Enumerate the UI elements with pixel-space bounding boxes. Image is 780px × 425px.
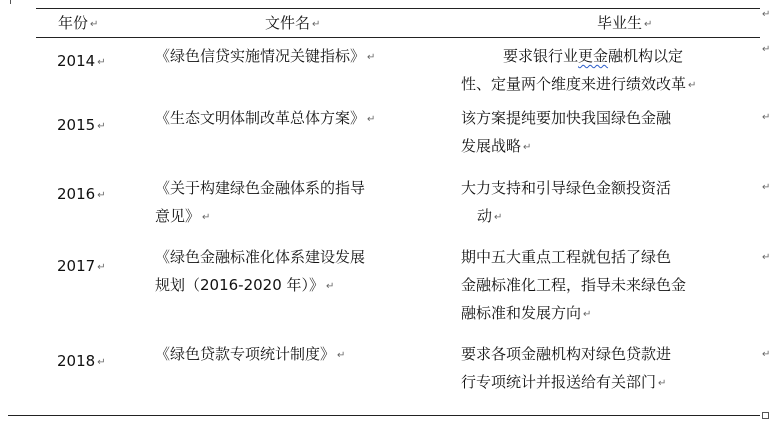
row-end-mark: ↵ <box>762 44 771 55</box>
row-end-mark: ↵ <box>762 349 771 360</box>
table-row-description: 期中五大重点工程就包括了绿色 金融标准化工程，指导未来绿色金 融标准和发展方向 ↵ <box>461 248 687 322</box>
table-header-rule <box>36 37 760 38</box>
spellcheck-underline: 更金 <box>578 47 609 65</box>
table-row-file: 《绿色金融标准化体系建设发展 规划（2016-2020 年）》 ↵ <box>155 248 366 294</box>
desc-line: 要求银行业更金融机构以定 <box>503 47 684 65</box>
table-row-description: 该方案提纯要加快我国绿色金融 发展战略 ↵ <box>461 109 672 155</box>
row-end-mark: ↵ <box>762 252 771 263</box>
header-file: 文件名 ↵ <box>265 14 321 32</box>
table-row-year: 2014 ↵ <box>57 52 106 70</box>
table-bottom-rule <box>8 415 760 416</box>
table-row-year: 2018 ↵ <box>57 352 106 370</box>
paragraph-mark: ↵ <box>90 19 99 30</box>
header-year: 年份 ↵ <box>58 14 99 32</box>
desc-line: 性、定量两个维度来进行绩效改革 <box>461 75 687 93</box>
table-row-year: 2015 ↵ <box>57 116 106 134</box>
row-end-mark: ↵ <box>762 9 771 20</box>
table-row-year: 2017 ↵ <box>57 257 106 275</box>
table-row-description: 大力支持和引导绿色金额投资活 动 ↵ <box>461 179 672 225</box>
table-row-description: 要求银行业更金融机构以定 性、定量两个维度来进行绩效改革 ↵ <box>461 47 697 93</box>
header-graduate: 毕业生 ↵ <box>597 14 653 32</box>
paragraph-mark: ↵ <box>312 19 321 30</box>
paragraph-mark: ↵ <box>644 19 653 30</box>
table-row-file: 《绿色贷款专项统计制度》 ↵ <box>155 345 346 363</box>
table-resize-handle[interactable] <box>762 412 769 419</box>
margin-tick <box>10 0 11 4</box>
row-end-mark: ↵ <box>762 182 771 193</box>
table-row-year: 2016 ↵ <box>57 185 106 203</box>
table-row-file: 《绿色信贷实施情况关键指标》 ↵ <box>155 47 376 65</box>
table-row-file: 《生态文明体制改革总体方案》 ↵ <box>155 109 376 127</box>
table-row-file: 《关于构建绿色金融体系的指导 意见》 ↵ <box>155 179 366 225</box>
row-end-mark: ↵ <box>762 112 771 123</box>
table-row-description: 要求各项金融机构对绿色贷款进 行专项统计并报送给有关部门 ↵ <box>461 345 672 391</box>
